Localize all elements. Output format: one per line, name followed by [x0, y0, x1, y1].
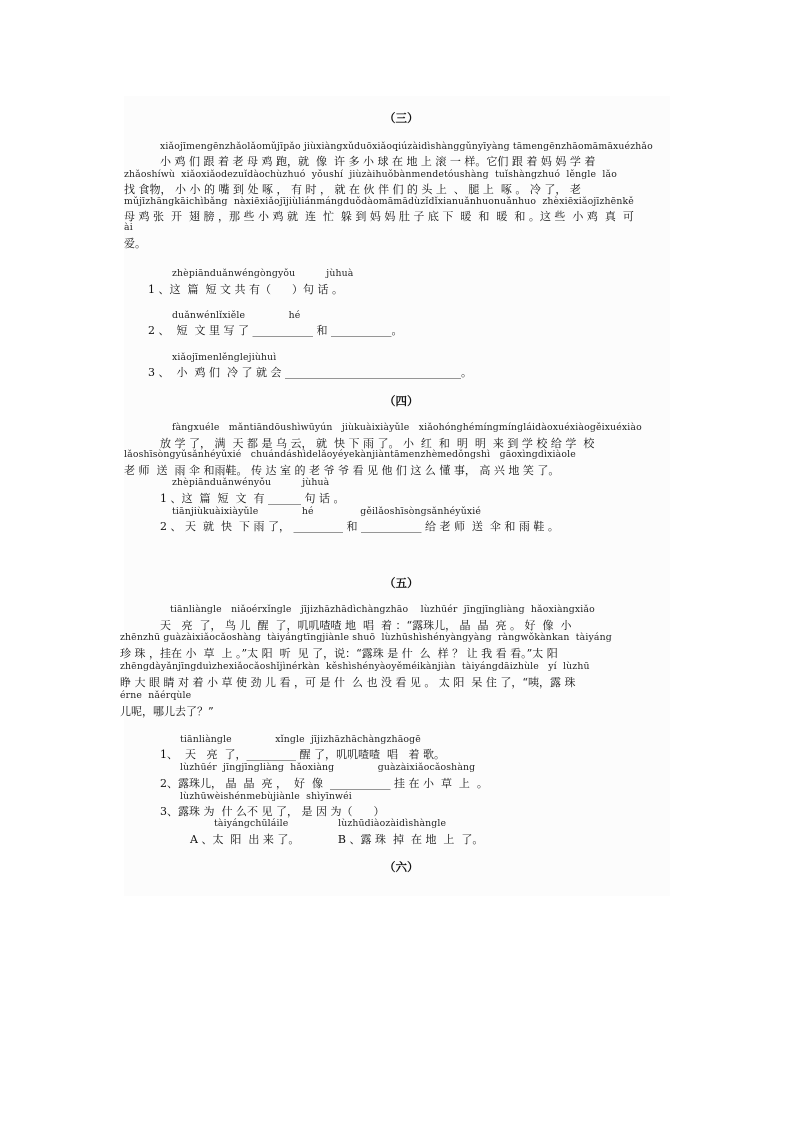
pinyin-line: duǎnwénlǐxiěle hé	[172, 310, 301, 321]
pinyin-line: zhēnzhū guàzàixiǎocǎoshàng tàiyángtīngjiànle shuō lùzhūshìshényàngyàng ràngwǒkànkan tàiyáng	[120, 632, 612, 643]
text-line: 儿呢，哪儿去了？”	[120, 705, 214, 718]
question-line: 3 、 小 鸡 们 冷 了 就 会 ________________________________。	[148, 366, 472, 379]
text-line: 小 鸡 们 跟 着 老 母 鸡 跑，就 像 许 多 小 球 在 地 上 滚 一 样。它们 跟 着 妈 妈 学 着	[160, 155, 596, 168]
text-line: 睁 大 眼 睛 对 着 小 草 使 劲 儿 看 ，可 是 什 么 也 没 看 见 。 太 阳 呆 住 了，“咦，露 珠	[120, 676, 576, 689]
text-line: 找 食物， 小 小 的 嘴 到 处 啄 ， 有 时 ， 就 在 伙 伴 们 的 头 上 、 腿 上 啄 。 冷 了， 老	[124, 183, 581, 196]
pinyin-line: xiǎojīmenlěnglejiùhuì	[172, 352, 277, 363]
section-heading-six: （六）	[384, 860, 419, 874]
section-heading-four: （四）	[384, 394, 419, 408]
text-line: 天 亮 了， 鸟 儿 醒 了，叽叽喳喳 地 唱 着 ：“露珠儿， 晶 晶 亮 。 好 像 小	[160, 619, 572, 632]
question-line: 2、露珠儿， 晶 晶 亮 ， 好 像 ___________ 挂 在 小 草 上 。	[160, 777, 488, 790]
text-line: 珍 珠 ，挂在 小 草 上 。”太 阳 听 见 了，说：“露珠 是 什 么 样 ？ 让 我 看 看。”太 阳	[120, 647, 558, 660]
text-line: 母 鸡 张 开 翅 膀 ，那 些 小 鸡 就 连 忙 躲 到 妈 妈 肚 子 底 下 暖 和 暖 和 。这 些 小 鸡 真 可	[124, 210, 634, 223]
question-line: 2 、 短 文 里 写 了 ___________ 和 ___________。	[148, 324, 403, 337]
pinyin-line: tàiyángchūláile lùzhūdiàozàidìshàngle	[214, 818, 447, 829]
section-heading-five: （五）	[384, 576, 419, 590]
pinyin-line: lùzhūér jīngjīngliàng hǎoxiàng guàzàixiǎocǎoshàng	[180, 762, 476, 773]
pinyin-line: lǎoshīsòngyǔsǎnhéyǔxié chuándáshìdelǎoyéyekànjiàntāmenzhèmedǒngshì gāoxìngdìxiàole	[124, 449, 576, 460]
pinyin-line: zhèpiānduǎnwényǒu jùhuà	[172, 477, 330, 488]
section-heading-three: （三）	[384, 111, 419, 125]
question-line: 2 、 天 就 快 下 雨 了， _________ 和 ___________ 给 老 师 送 伞 和 雨 鞋 。	[160, 520, 559, 533]
text-line: 老 师 送 雨 伞 和雨鞋。 传 达 室 的 老 爷 爷 看 见 他 们 这 么 懂 事， 高 兴 地 笑 了。	[124, 464, 560, 477]
pinyin-line: xiǎojīmengēnzhǎolǎomǔjīpǎo jiùxiàngxǔduōxiǎoqiúzàidìshànggǔnyīyàng tāmengēnzhāomāmāxuézhǎo	[160, 141, 653, 152]
pinyin-line: ài	[124, 222, 133, 233]
pinyin-line: zhèpiānduǎnwéngòngyǒu jùhuà	[172, 268, 354, 279]
pinyin-line: tiānliàngle niǎoérxǐngle jījizhāzhādìchàngzhāo lùzhūér jīngjīngliàng hǎoxiàngxiǎo	[170, 604, 595, 615]
pinyin-line: tiānjiùkuàixiàyǔle hé gěilǎoshīsòngsǎnhéyǔxié	[172, 506, 482, 517]
pinyin-line: zhēngdàyǎnjīngduìzhexiǎocǎoshǐjìnérkàn kěshìshényàoyěméikànjiàn tàiyángdāizhùle yí lùzhū	[120, 661, 590, 672]
pinyin-line: mǔjīzhāngkāichìbǎng nàxiēxiǎojījiùliánmángduǒdàomāmādùzǐdǐxianuǎnhuonuǎnhuo zhèxiēxiǎojīzhēnkě	[124, 196, 634, 207]
pinyin-line: lùzhūwèishénmebùjiànle shìyīnwéi	[180, 791, 352, 802]
question-line: 1 、这 篇 短 文 有 ______ 句 话 。	[160, 492, 345, 505]
question-line: 1、 天 亮 了，_________ 醒 了，叽叽喳喳 唱 着 歌。	[160, 748, 445, 761]
pinyin-line: zhǎoshíwù xiǎoxiǎodezuǐdàochùzhuó yǒushí jiùzàihuǒbànmendetóushàng tuǐshàngzhuó lěngle lǎo	[124, 169, 617, 180]
question-line: 3、露珠 为 什 么不 见 了， 是 因 为（ ）	[160, 805, 385, 818]
question-line: 1 、这 篇 短 文 共 有（ ）句 话 。	[148, 283, 343, 296]
text-line: 放 学 了， 满 天 都 是 乌 云， 就 快 下 雨 了。 小 红 和 明 明 来 到 学 校 给 学 校	[160, 437, 595, 450]
text-line: 爱。	[124, 237, 146, 250]
pinyin-line: fàngxuéle mǎntiāndōushìwūyún jiùkuàixiàyǔle xiǎohónghémíngmíngláidàoxuéxiàogěixuéxiào	[172, 422, 642, 433]
answer-options: A 、太 阳 出 来 了。 B 、露 珠 掉 在 地 上 了。	[190, 833, 484, 846]
pinyin-line: érne nǎérqùle	[120, 690, 192, 701]
pinyin-line: tiānliàngle xǐngle jījizhāzhāchàngzhāogē	[180, 734, 421, 745]
